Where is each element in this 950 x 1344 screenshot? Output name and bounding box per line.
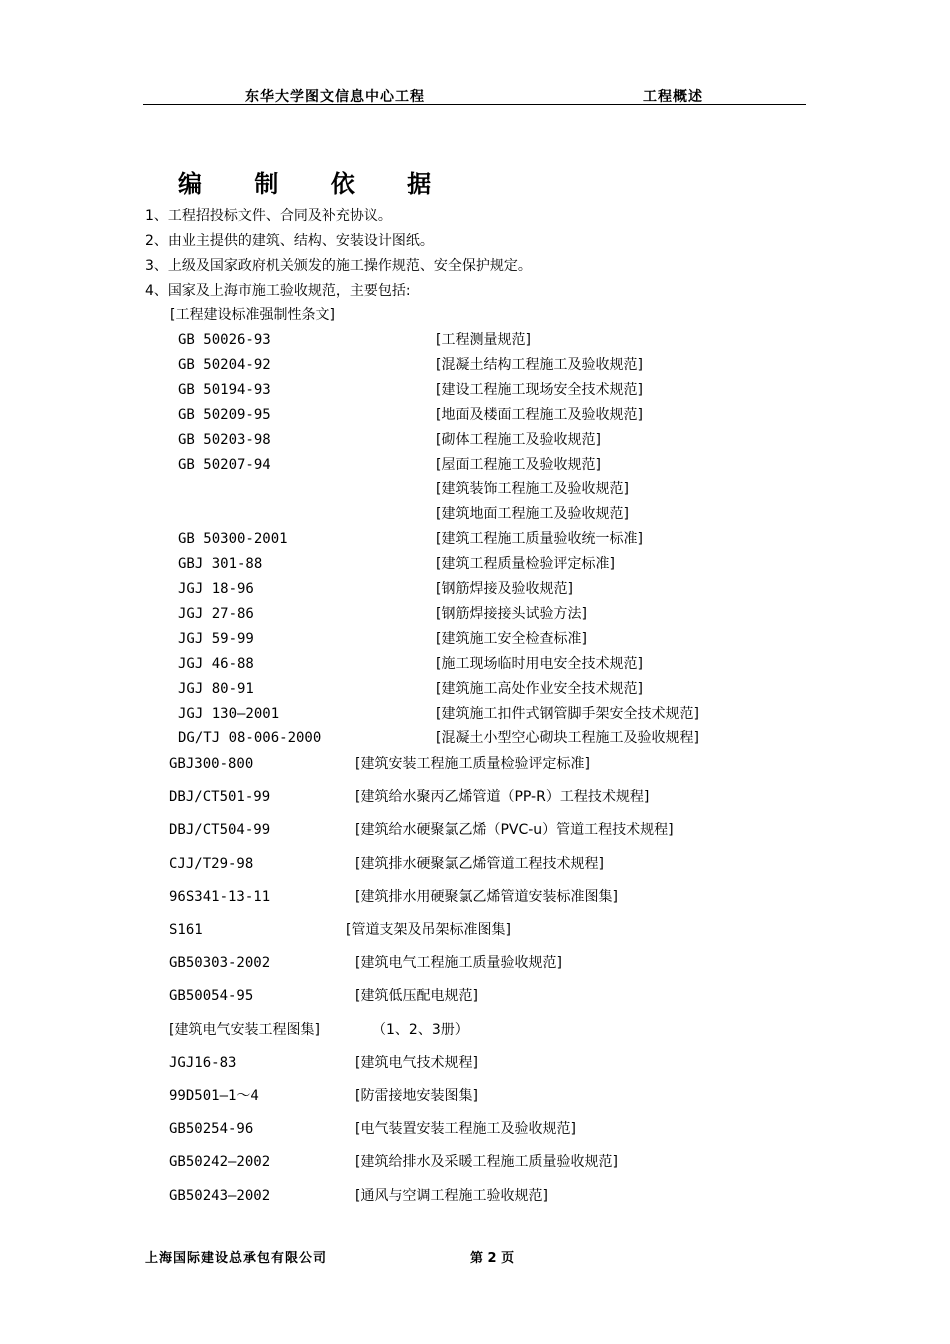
standard-code: [建筑电气安装工程图集] (169, 1021, 320, 1038)
standard-code: GB50254-96 (169, 1121, 254, 1138)
header-project-title: 东华大学图文信息中心工程 (245, 89, 425, 105)
standard-code: JGJ 130—2001 (178, 705, 280, 722)
standard-code: GB50303-2002 (169, 955, 271, 972)
standard-code: GB50054-95 (169, 988, 254, 1005)
standard-name: [地面及楼面工程施工及验收规范] (436, 406, 643, 423)
standard-code: GB 50300-2001 (178, 531, 288, 548)
standard-name: [工程测量规范] (436, 332, 531, 348)
standard-name: [施工现场临时用电安全技术规范] (436, 655, 643, 672)
standard-name: [防雷接地安装图集] (355, 1088, 478, 1104)
list-item: 2、由业主提供的建筑、结构、安装设计图纸。 (145, 233, 434, 249)
standard-code: JGJ 46-88 (178, 655, 254, 672)
standard-name: [建设工程施工现场安全技术规范] (436, 381, 643, 398)
standard-name: [建筑排水用硬聚氯乙烯管道安装标准图集] (355, 888, 618, 905)
standard-code: JGJ 80-91 (178, 680, 254, 697)
standard-name: [建筑给水硬聚氯乙烯（PVC-u）管道工程技术规程] (355, 822, 674, 839)
standard-name: [砌体工程施工及验收规范] (436, 431, 601, 448)
standard-name: [建筑电气工程施工质量验收规范] (355, 955, 562, 972)
standard-name: [建筑安装工程施工质量检验评定标准] (355, 756, 590, 772)
standard-code: CJJ/T29-98 (169, 855, 254, 872)
standard-code: DBJ/CT501-99 (169, 789, 271, 806)
standard-code: GB 50204-92 (178, 356, 271, 373)
standard-code: JGJ 59-99 (178, 630, 254, 647)
standard-code: DBJ/CT504-99 (169, 822, 271, 839)
standard-name: [建筑给排水及采暖工程施工质量验收规范] (355, 1154, 618, 1171)
standard-name: [建筑施工安全检查标准] (436, 630, 587, 647)
standard-name: [钢筋焊接接头试验方法] (436, 605, 587, 622)
standard-name: [建筑低压配电规范] (355, 988, 478, 1005)
standard-code: JGJ16-83 (169, 1054, 237, 1071)
standard-name: [建筑施工高处作业安全技术规范] (436, 680, 643, 697)
standard-name: （1、2、3册） (372, 1021, 469, 1038)
standard-name: [建筑工程质量检验评定标准] (436, 556, 615, 573)
standard-code: JGJ 18-96 (178, 581, 254, 597)
standard-name: [建筑施工扣件式钢管脚手架安全技术规范] (436, 705, 699, 722)
standard-code: GBJ300-800 (169, 756, 254, 772)
standard-code: GB50243—2002 (169, 1187, 271, 1204)
standard-name: [建筑电气技术规程] (355, 1054, 478, 1071)
standard-code: GB 50026-93 (178, 332, 271, 348)
standard-name: [建筑给水聚丙乙烯管道（PP-R）工程技术规程] (355, 789, 650, 806)
standard-code: GB 50203-98 (178, 431, 271, 448)
page-title: 编 制 依 据 (178, 170, 454, 198)
header-section-title: 工程概述 (643, 89, 703, 105)
mandatory-clause: [工程建设标准强制性条文] (170, 307, 335, 323)
standard-code: GB 50209-95 (178, 406, 271, 423)
standard-code: JGJ 27-86 (178, 605, 254, 622)
standard-code: S161 (169, 922, 203, 938)
standard-name: [电气装置安装工程施工及验收规范] (355, 1121, 576, 1138)
standard-name: [建筑装饰工程施工及验收规范] (436, 481, 629, 498)
list-item: 3、上级及国家政府机关颁发的施工操作规范、安全保护规定。 (145, 258, 532, 274)
standard-name: [钢筋焊接及验收规范] (436, 581, 573, 597)
standard-code: GB50242—2002 (169, 1154, 271, 1171)
list-item: 4、国家及上海市施工验收规范，主要包括: (145, 283, 411, 299)
standard-name: [混凝土结构工程施工及验收规范] (436, 356, 643, 373)
standard-name: [通风与空调工程施工验收规范] (355, 1187, 548, 1204)
footer-page-number: 第 2 页 (470, 1251, 515, 1266)
standard-code: DG/TJ 08-006-2000 (178, 730, 322, 747)
header-divider (143, 104, 806, 105)
standard-name: [建筑地面工程施工及验收规范] (436, 506, 629, 523)
list-item: 1、工程招投标文件、合同及补充协议。 (145, 208, 392, 224)
standard-code: GB 50207-94 (178, 456, 271, 473)
standard-code: 96S341-13-11 (169, 888, 271, 905)
footer-company: 上海国际建设总承包有限公司 (145, 1251, 328, 1266)
standard-name: [管道支架及吊架标准图集] (346, 922, 511, 938)
standard-code: 99D501—1～4 (169, 1088, 259, 1104)
standard-code: GBJ 301-88 (178, 556, 263, 573)
standard-name: [建筑工程施工质量验收统一标准] (436, 531, 643, 548)
standard-code: GB 50194-93 (178, 381, 271, 398)
standard-name: [屋面工程施工及验收规范] (436, 456, 601, 473)
standard-name: [混凝土小型空心砌块工程施工及验收规程] (436, 730, 699, 747)
standard-name: [建筑排水硬聚氯乙烯管道工程技术规程] (355, 855, 604, 872)
